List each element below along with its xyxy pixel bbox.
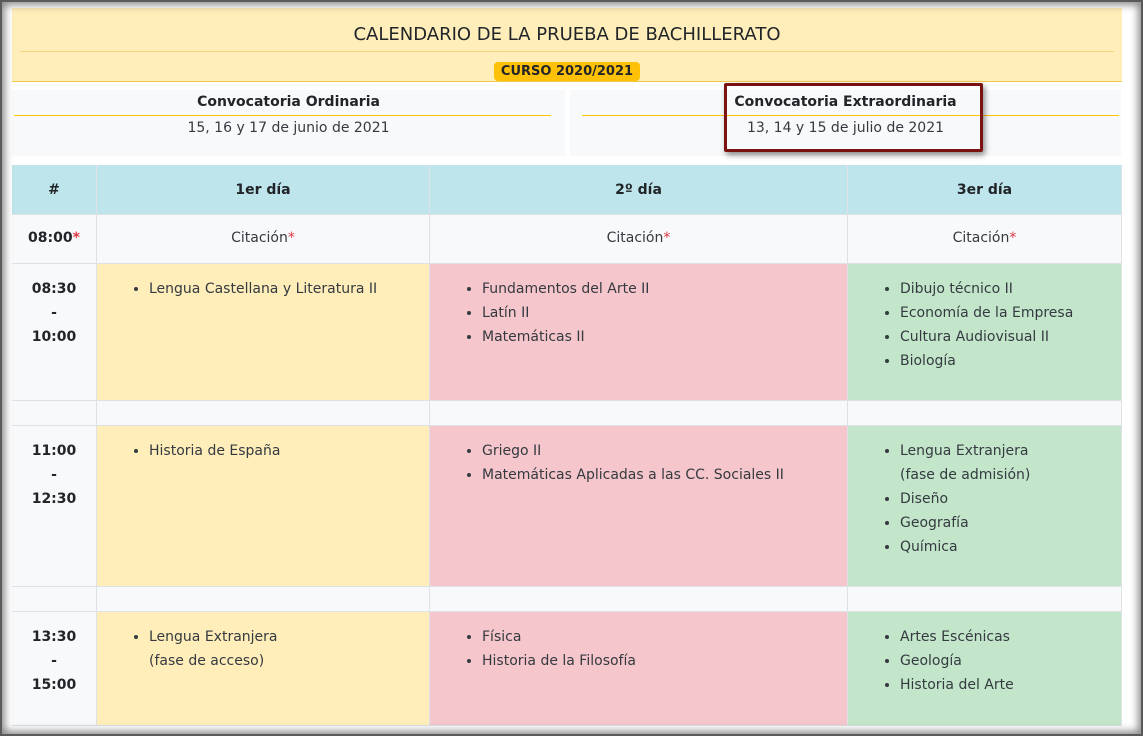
header-divider: [20, 51, 1114, 52]
spacer-row: [12, 401, 97, 426]
spacer-row: [12, 587, 97, 612]
table-header-index: #: [12, 165, 97, 215]
slot2-day3: [848, 426, 1122, 587]
slot1-day2: [430, 264, 848, 401]
list-item: • Historia del Arte: [900, 673, 1121, 697]
convocatoria-ordinaria: [12, 90, 565, 156]
spacer-row: [97, 587, 430, 612]
slot1-day3: [848, 264, 1122, 401]
list-item: • Diseño: [900, 487, 1121, 511]
list-item: • Cultura Audiovisual II: [900, 325, 1121, 349]
list-item: • Historia de España: [149, 439, 429, 463]
slot2-time: 11:00 - 12:30: [12, 426, 97, 587]
slot3-day3: [848, 612, 1122, 726]
list-item: • Química: [900, 535, 1121, 559]
list-item: • Latín II: [482, 301, 847, 325]
slot1-day1: [97, 264, 430, 401]
list-item: • Matemáticas II: [482, 325, 847, 349]
spacer-row: [430, 401, 848, 426]
convocatoria-extraordinaria-dates: 13, 14 y 15 de julio de 2021: [746, 120, 945, 136]
list-item: • Griego II: [482, 439, 847, 463]
list-item: • Matemáticas Aplicadas a las CC. Sociales II: [482, 463, 847, 487]
slot3-day2: [430, 612, 848, 726]
citacion-day3: Citación*: [848, 215, 1122, 264]
slot2-day2: [430, 426, 848, 587]
list-item: • Lengua Extranjera (fase de acceso): [149, 625, 429, 673]
spacer-row: [848, 587, 1122, 612]
citacion-day1: Citación*: [97, 215, 430, 264]
slot3-time: 13:30 - 15:00: [12, 612, 97, 726]
list-item: • Lengua Extranjera (fase de admisión): [900, 439, 1121, 487]
page-title: CALENDARIO DE LA PRUEBA DE BACHILLERATO: [353, 24, 781, 45]
calendar-header: [12, 8, 1122, 82]
table-header-day2: 2º día: [430, 165, 848, 215]
spacer-row: [97, 401, 430, 426]
slot1-time: 08:30 - 10:00: [12, 264, 97, 401]
spacer-row: [848, 401, 1122, 426]
highlight-box: [724, 83, 983, 152]
list-item: • Lengua Castellana y Literatura II: [149, 277, 429, 301]
course-badge: CURSO 2020/2021: [494, 62, 640, 81]
slot2-day1: [97, 426, 430, 587]
convocatoria-ordinaria-divider: [14, 115, 551, 116]
table-header-day1: 1er día: [97, 165, 430, 215]
list-item: • Artes Escénicas: [900, 625, 1121, 649]
convocatoria-extraordinaria-title: Convocatoria Extraordinaria: [734, 94, 957, 110]
list-item: • Economía de la Empresa: [900, 301, 1121, 325]
slot3-day1: [97, 612, 430, 726]
list-item: • Dibujo técnico II: [900, 277, 1121, 301]
list-item: • Física: [482, 625, 847, 649]
convocatoria-ordinaria-title: Convocatoria Ordinaria: [197, 94, 380, 110]
list-item: • Fundamentos del Arte II: [482, 277, 847, 301]
list-item: • Biología: [900, 349, 1121, 373]
convocatoria-ordinaria-dates: 15, 16 y 17 de junio de 2021: [187, 120, 390, 136]
list-item: • Geología: [900, 649, 1121, 673]
list-item: • Geografía: [900, 511, 1121, 535]
citacion-day2: Citación*: [430, 215, 848, 264]
table-header-day3: 3er día: [848, 165, 1122, 215]
list-item: • Historia de la Filosofía: [482, 649, 847, 673]
spacer-row: [430, 587, 848, 612]
citacion-time: 08:00*: [12, 215, 97, 264]
